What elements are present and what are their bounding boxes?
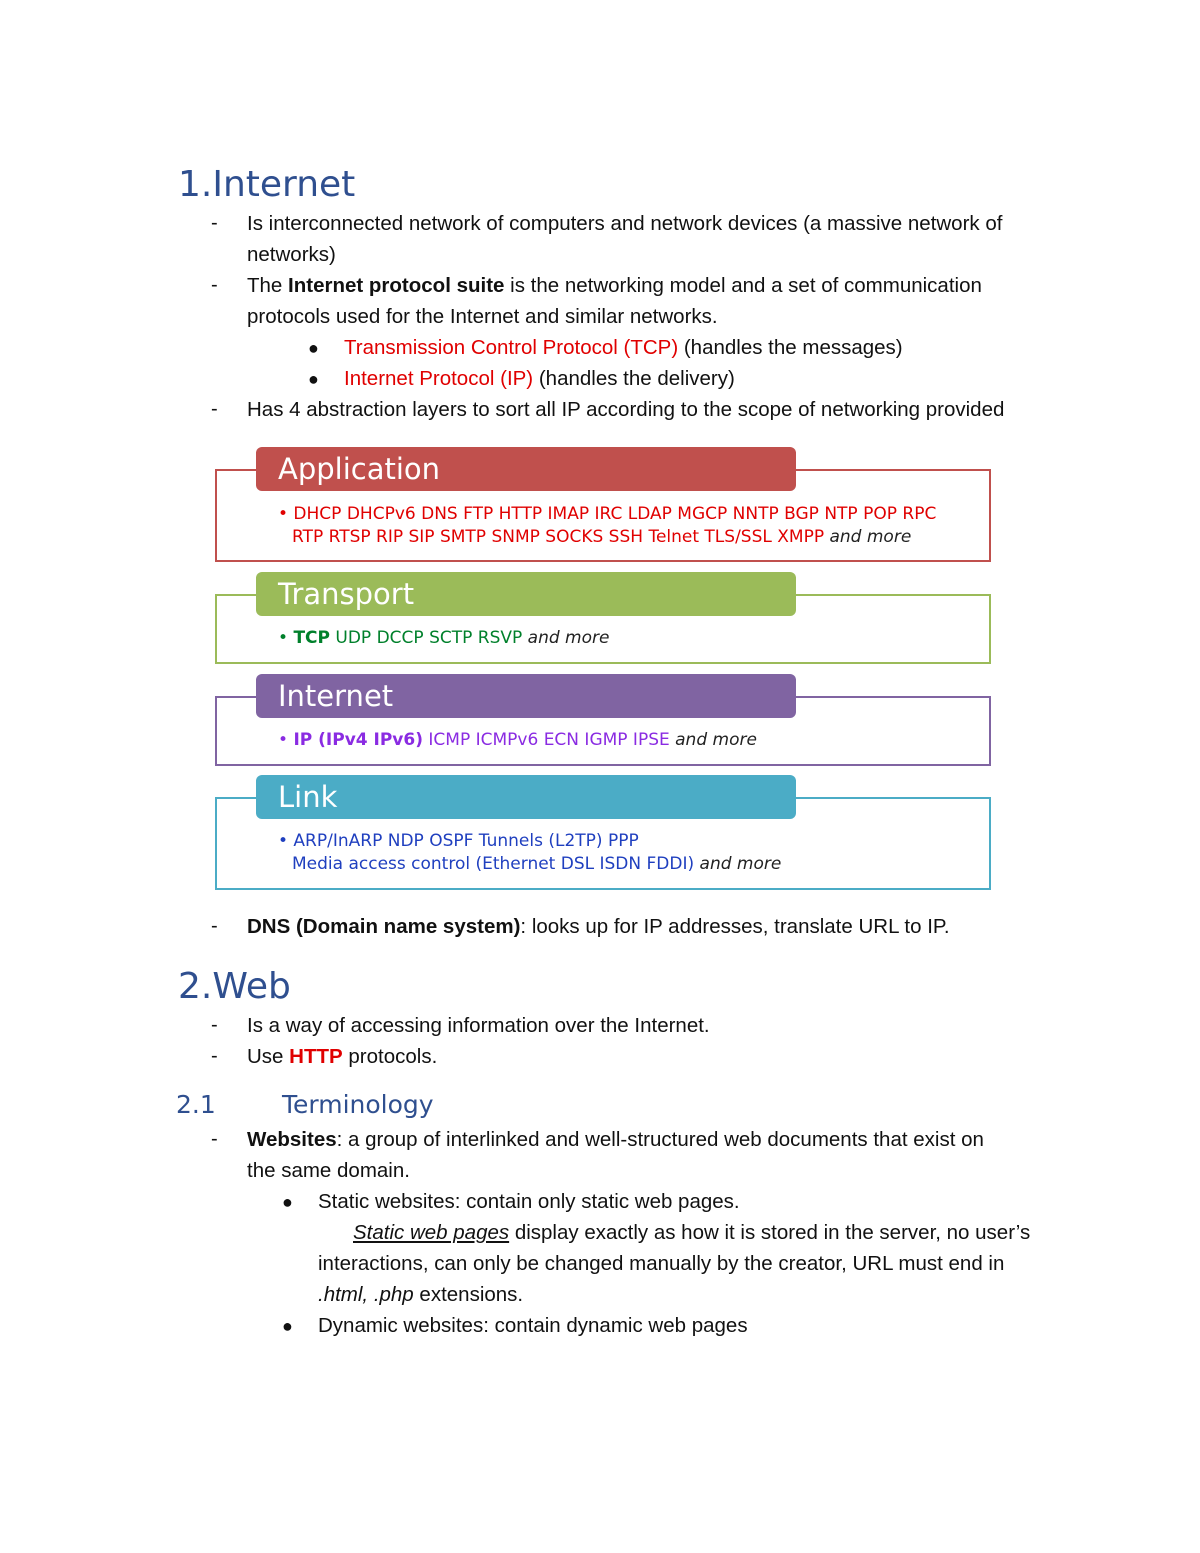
- dash-marker: -: [211, 915, 218, 937]
- static-pages-line-2: interactions, can only be changed manually by the creator, URL must end in: [318, 1252, 1005, 1275]
- ip-bullet: Internet Protocol (IP) (handles the delivery): [344, 367, 735, 390]
- section-1-heading: 1.Internet: [178, 164, 356, 205]
- bullet-dot: ●: [282, 1316, 293, 1336]
- link-layer-protocols: • ARP/InARP NDP OSPF Tunnels (L2TP) PPP Media access control (Ethernet DSL ISDN FDDI) and more: [278, 831, 782, 874]
- application-layer-protocols: • DHCP DHCPv6 DNS FTP HTTP IMAP IRC LDAP MGCP NNTP BGP NTP POP RPC RTP RTSP RIP SIP SMTP SNMP SOCKS SSH Telnet TLS/SSL XMPP and more: [278, 504, 937, 547]
- application-layer-title: Application: [256, 447, 796, 491]
- transport-layer-title: Transport: [256, 572, 796, 616]
- static-websites-item: Static websites: contain only static web pages.: [318, 1190, 740, 1213]
- internet-layer-title: Internet: [256, 674, 796, 718]
- dns-line: DNS (Domain name system): looks up for IP addresses, translate URL to IP.: [247, 915, 950, 938]
- transport-layer-protocols: • TCP UDP DCCP SCTP RSVP and more: [278, 628, 610, 648]
- http-line: Use HTTP protocols.: [247, 1045, 438, 1068]
- bullet-dot: ●: [308, 338, 319, 358]
- websites-definition-line-1: Websites: a group of interlinked and well-structured web documents that exist on: [247, 1128, 984, 1151]
- internet-layer-protocols: • IP (IPv4 IPv6) ICMP ICMPv6 ECN IGMP IPSE and more: [278, 730, 757, 750]
- static-pages-line-3: .html, .php extensions.: [318, 1283, 524, 1306]
- internet-definition-line-2: networks): [247, 243, 336, 266]
- subsection-terminology-heading: 2.1 Terminology: [176, 1090, 434, 1119]
- dash-marker: -: [211, 274, 218, 296]
- websites-definition-line-2: the same domain.: [247, 1159, 410, 1182]
- section-2-heading: 2.Web: [178, 966, 291, 1007]
- bullet-dot: ●: [308, 369, 319, 389]
- protocol-suite-line-1: The Internet protocol suite is the networking model and a set of communication: [247, 274, 982, 297]
- dash-marker: -: [211, 1045, 218, 1067]
- dash-marker: -: [211, 1014, 218, 1036]
- internet-definition-line-1: Is interconnected network of computers and network devices (a massive network of: [247, 212, 1003, 235]
- static-pages-line-1: Static web pages display exactly as how it is stored in the server, no user’s: [353, 1221, 1031, 1244]
- dynamic-websites-item: Dynamic websites: contain dynamic web pages: [318, 1314, 748, 1337]
- protocol-suite-line-2: protocols used for the Internet and similar networks.: [247, 305, 718, 328]
- link-layer-title: Link: [256, 775, 796, 819]
- dash-marker: -: [211, 398, 218, 420]
- dash-marker: -: [211, 1128, 218, 1150]
- tcp-bullet: Transmission Control Protocol (TCP) (handles the messages): [344, 336, 903, 359]
- bullet-dot: ●: [282, 1192, 293, 1212]
- web-definition-line: Is a way of accessing information over the Internet.: [247, 1014, 710, 1037]
- dash-marker: -: [211, 212, 218, 234]
- abstraction-layers-line: Has 4 abstraction layers to sort all IP according to the scope of networking provided: [247, 398, 1005, 421]
